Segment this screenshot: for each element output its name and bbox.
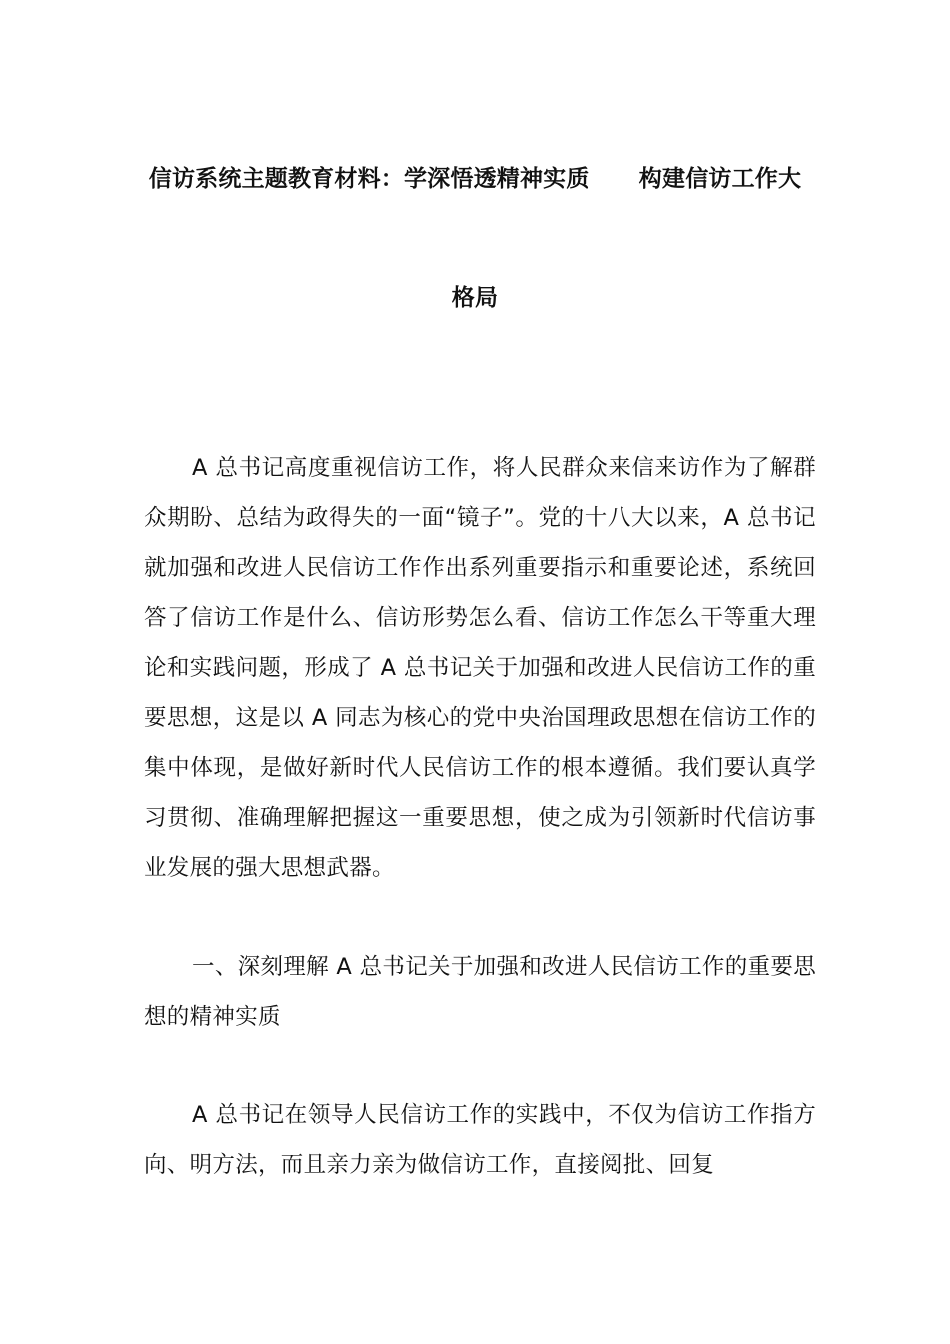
intro-paragraph: A 总书记高度重视信访工作，将人民群众来信来访作为了解群众期盼、总结为政得失的一面“镜子”。党的十八大以来，A 总书记就加强和改进人民信访工作作出系列重要指示和重要论述，系统回答了信访工作是什么、信访形势怎么看、信访工作怎么干等重大理论和实践问题，形成了 A 总书记关于加强和改进人民信访工作的重要思想，这是以 A 同志为核心的党中央治国理政思想在信访工作的集中体现，是做好新时代人民信访工作的根本遵循。我们要认真学习贯彻、准确理解把握这一重要思想，使之成为引领新时代信访事业发展的强大思想武器。 <box>144 455 816 881</box>
section-heading-1: 一、深刻理解 A 总书记关于加强和改进人民信访工作的重要思想的精神实质 <box>144 954 816 1030</box>
document-title-line-2: 格局 <box>451 285 499 311</box>
document-title-line-1: 信访系统主题教育材料：学深悟透精神实质 构建信访工作大 <box>148 166 802 192</box>
section-paragraph: A 总书记在领导人民信访工作的实践中，不仅为信访工作指方向、明方法，而且亲力亲为做信访工作，直接阅批、回复 <box>144 1102 816 1178</box>
